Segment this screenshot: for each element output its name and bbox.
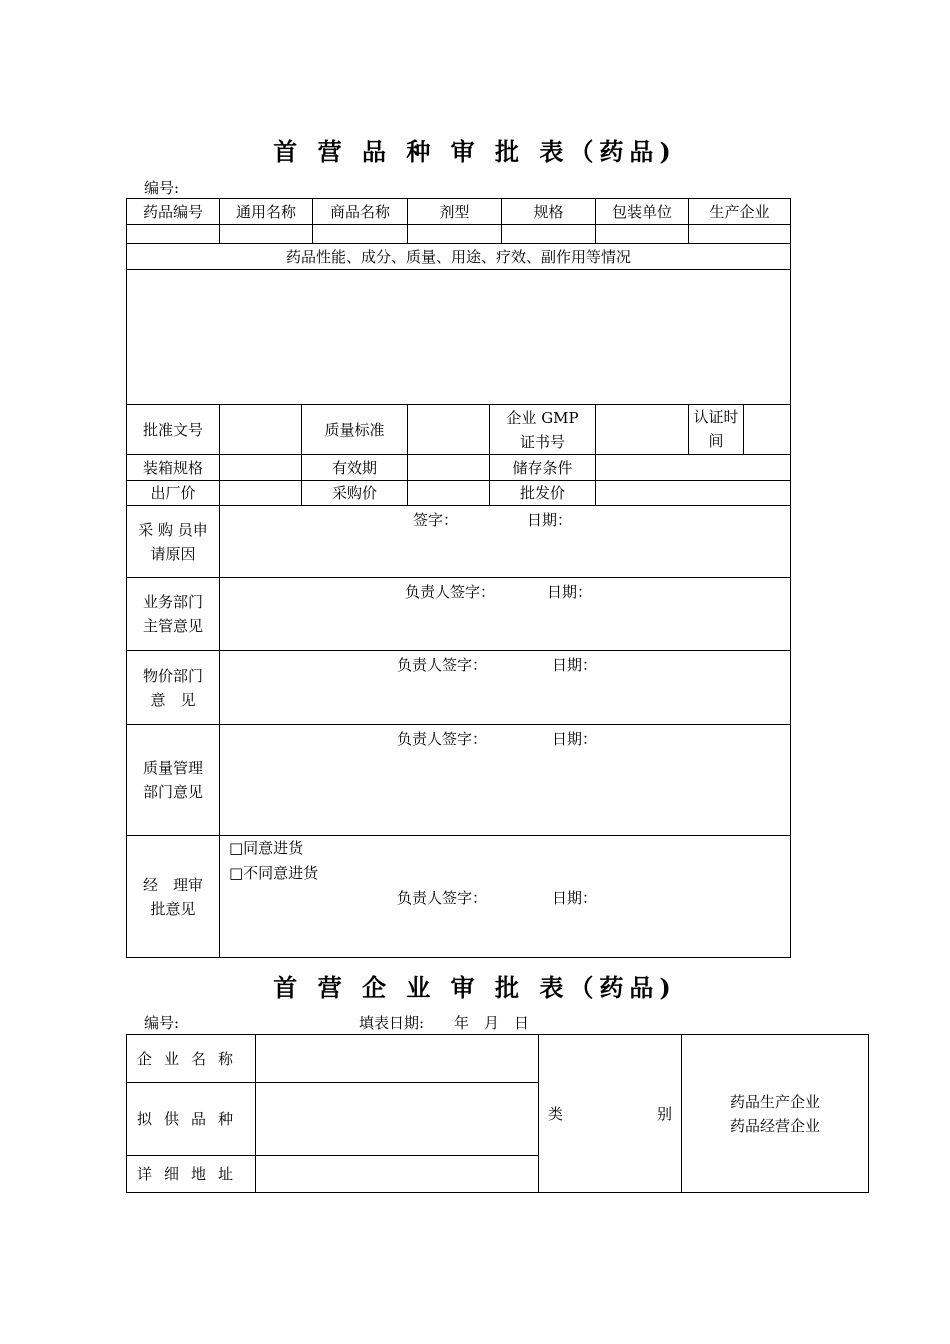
- supply-items-field[interactable]: [256, 1083, 539, 1156]
- factory-price-label: 出厂价: [127, 481, 220, 506]
- manager-sign-label: 负责人签字：: [397, 889, 488, 907]
- qa-opinion-field[interactable]: [220, 725, 791, 836]
- disagree-checkbox[interactable]: □不同意进货: [229, 864, 319, 882]
- storage-field[interactable]: [596, 455, 791, 481]
- dosage-form-field[interactable]: [408, 225, 502, 244]
- price-opinion-field[interactable]: [220, 651, 791, 725]
- price-date-label: 日期：: [552, 656, 598, 674]
- manager-date-label: 日期：: [552, 889, 598, 907]
- biz-sign-label: 负责人签字：: [405, 583, 496, 601]
- package-unit-field[interactable]: [596, 225, 689, 244]
- form1-number-label: 编号:: [144, 179, 180, 197]
- purchase-price-label: 采购价: [302, 481, 408, 506]
- address-label: 详细地址: [127, 1156, 256, 1193]
- qa-date-label: 日期：: [552, 730, 598, 748]
- validity-label: 有效期: [302, 455, 408, 481]
- drug-code-field[interactable]: [127, 225, 220, 244]
- approval-no-label: 批准文号: [127, 405, 220, 455]
- wholesale-price-field[interactable]: [596, 481, 791, 506]
- biz-opinion-field[interactable]: [220, 578, 791, 651]
- price-opinion-label: 物价部门 意 见: [127, 651, 220, 725]
- gmp-cert-field[interactable]: [596, 405, 689, 455]
- header-generic-name: 通用名称: [220, 199, 313, 225]
- manufacturer-field[interactable]: [689, 225, 791, 244]
- box-spec-label: 装箱规格: [127, 455, 220, 481]
- category-label: 类 别: [539, 1035, 682, 1193]
- form1-title: 首 营 品 种 审 批 表（药品): [273, 137, 677, 166]
- cert-time-field[interactable]: [744, 405, 791, 455]
- price-sign-label: 负责人签字：: [397, 656, 488, 674]
- header-package-unit: 包装单位: [596, 199, 689, 225]
- qa-sign-label: 负责人签字：: [397, 730, 488, 748]
- validity-field[interactable]: [408, 455, 490, 481]
- form2-number-label: 编号:: [144, 1014, 180, 1032]
- spec-field[interactable]: [502, 225, 596, 244]
- box-spec-field[interactable]: [220, 455, 302, 481]
- header-manufacturer: 生产企业: [689, 199, 791, 225]
- purchase-price-field[interactable]: [408, 481, 490, 506]
- company-name-field[interactable]: [256, 1035, 539, 1083]
- buyer-sign-label: 签字：: [413, 511, 459, 529]
- approval-no-field[interactable]: [220, 405, 302, 455]
- header-spec: 规格: [502, 199, 596, 225]
- quality-std-field[interactable]: [408, 405, 490, 455]
- buyer-reason-field[interactable]: [220, 506, 791, 578]
- biz-opinion-label: 业务部门 主管意见: [127, 578, 220, 651]
- biz-date-label: 日期：: [547, 583, 593, 601]
- fill-date-label: 填表日期: 年 月 日: [359, 1014, 530, 1032]
- qa-opinion-label: 质量管理 部门意见: [127, 725, 220, 836]
- company-name-label: 企业名称: [127, 1035, 256, 1083]
- supply-items-label: 拟供品种: [127, 1083, 256, 1156]
- storage-label: 储存条件: [490, 455, 596, 481]
- info-header: 药品性能、成分、质量、用途、疗效、副作用等情况: [127, 244, 791, 270]
- header-dosage-form: 剂型: [408, 199, 502, 225]
- generic-name-field[interactable]: [220, 225, 313, 244]
- address-field[interactable]: [256, 1156, 539, 1193]
- company-type-options[interactable]: 药品生产企业 药品经营企业: [682, 1035, 869, 1193]
- cert-time-label: 认证时 间: [689, 405, 744, 455]
- header-drug-code: 药品编号: [127, 199, 220, 225]
- company-approval-table: [126, 1034, 869, 1193]
- trade-name-field[interactable]: [313, 225, 408, 244]
- manager-opinion-field[interactable]: [220, 836, 791, 958]
- gmp-cert-label: 企业 GMP 证书号: [490, 405, 596, 455]
- form2-title: 首 营 企 业 审 批 表（药品): [273, 973, 677, 1002]
- header-trade-name: 商品名称: [313, 199, 408, 225]
- wholesale-price-label: 批发价: [490, 481, 596, 506]
- quality-std-label: 质量标准: [302, 405, 408, 455]
- agree-checkbox[interactable]: □同意进货: [229, 839, 304, 857]
- buyer-date-label: 日期：: [527, 511, 573, 529]
- factory-price-field[interactable]: [220, 481, 302, 506]
- manager-opinion-label: 经 理审 批意见: [127, 836, 220, 958]
- info-field[interactable]: [127, 270, 791, 405]
- drug-approval-table: [126, 198, 791, 958]
- buyer-reason-label: 采 购 员申 请原因: [127, 506, 220, 578]
